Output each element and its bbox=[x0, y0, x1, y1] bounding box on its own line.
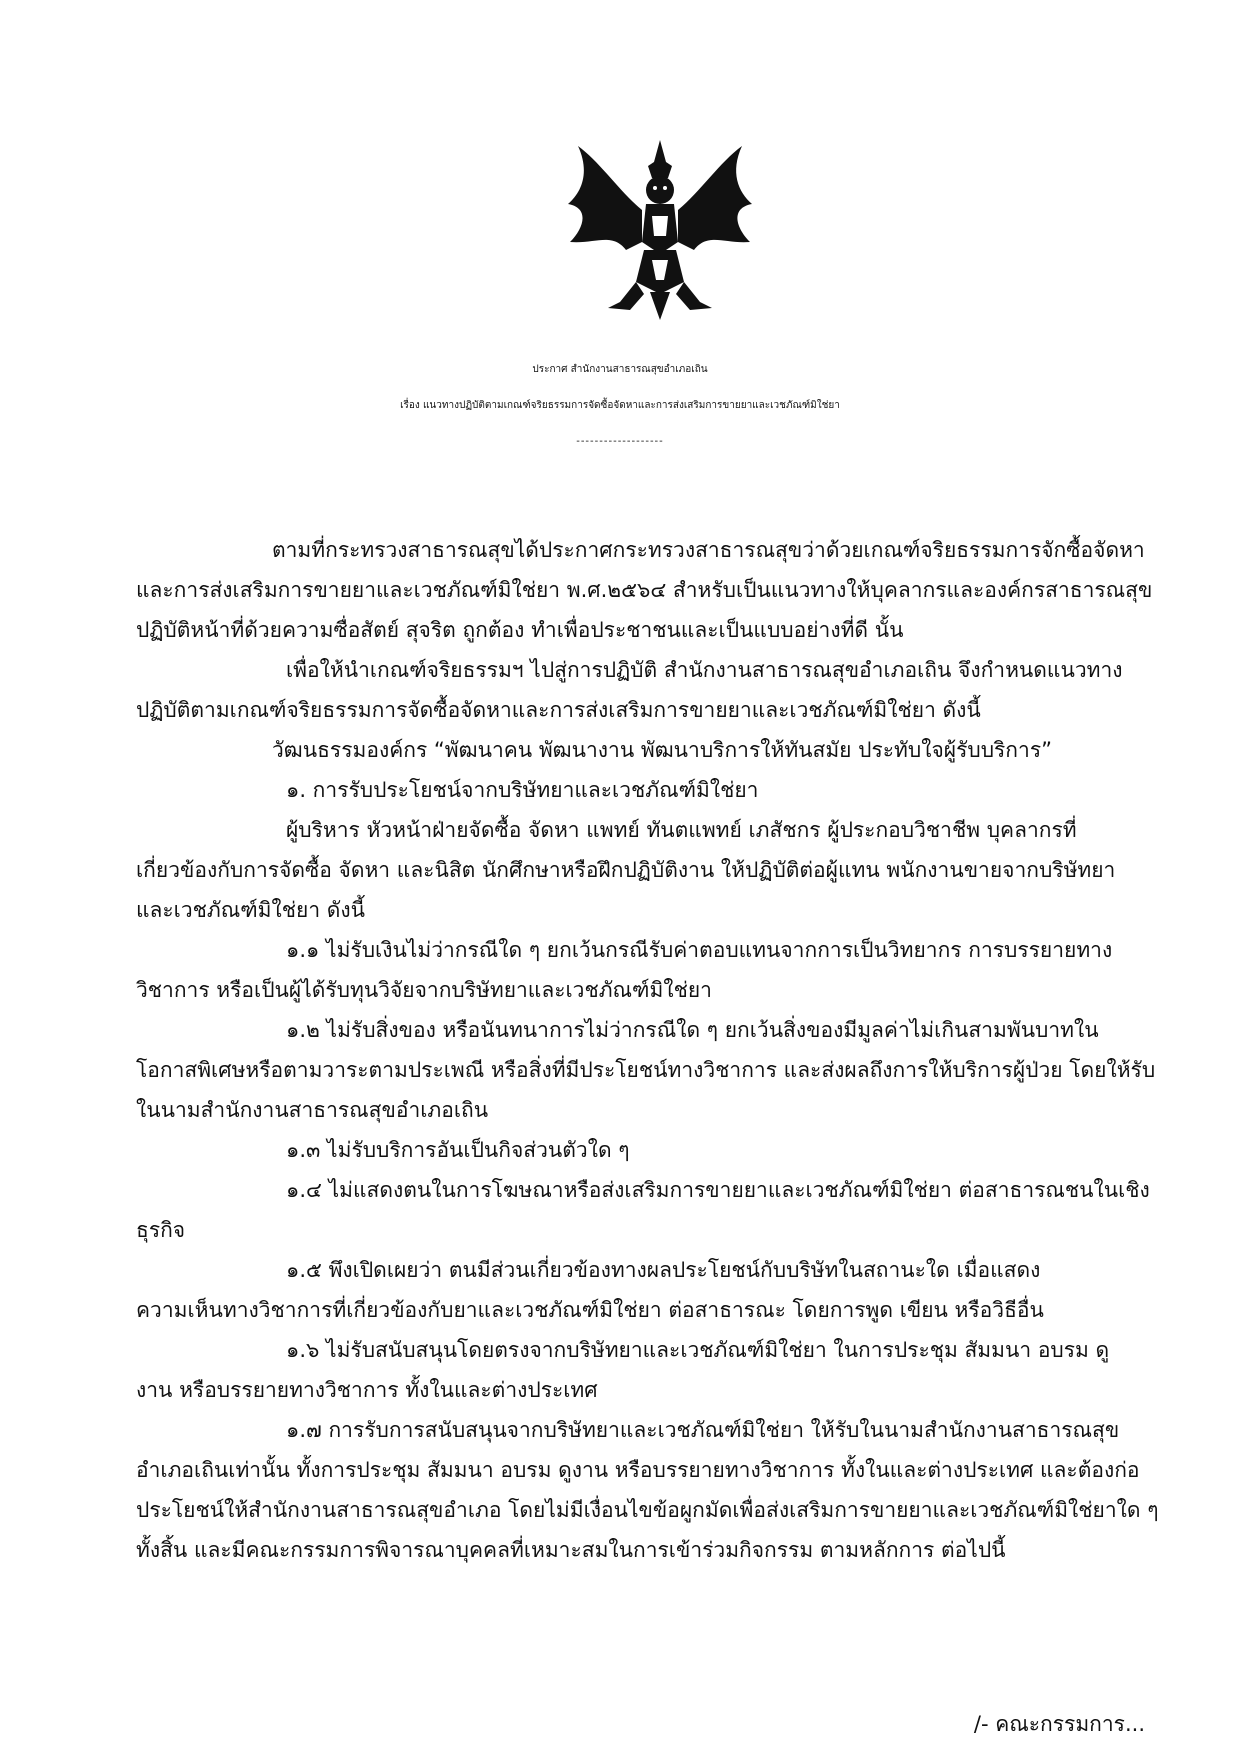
body-line: อำเภอเถินเท่านั้น ทั้งการประชุม สัมมนา อบรม ดูงาน หรือบรรยายทางวิชาการ ทั้งในและต่างประเทศ และต้องก่อ bbox=[136, 1458, 1140, 1482]
body-line: เพื่อให้นำเกณฑ์จริยธรรมฯ ไปสู่การปฏิบัติ สำนักงานสาธารณสุขอำเภอเถิน จึงกำหนดแนวทาง bbox=[286, 658, 1123, 682]
continuation-note: /- คณะกรรมการ... bbox=[973, 1712, 1145, 1736]
body-line: และเวชภัณฑ์มิใช่ยา ดังนี้ bbox=[136, 898, 366, 922]
body-line: ปฏิบัติหน้าที่ด้วยความซื่อสัตย์ สุจริต ถูกต้อง ทำเพื่อประชาชนและเป็นแบบอย่างที่ดี นั้น bbox=[136, 618, 904, 642]
body-line: ปฏิบัติตามเกณฑ์จริยธรรมการจัดซื้อจัดหาและการส่งเสริมการขายยาและเวชภัณฑ์มิใช่ยา ดังนี้ bbox=[136, 698, 981, 722]
clause-line: ๑.๒ ไม่รับสิ่งของ หรือนันทนาการไม่ว่ากรณีใด ๆ ยกเว้นสิ่งของมีมูลค่าไม่เกินสามพันบาทใน bbox=[286, 1018, 1099, 1042]
clause-line: ๑.๗ การรับการสนับสนุนจากบริษัทยาและเวชภัณฑ์มิใช่ยา ให้รับในนามสำนักงานสาธารณสุข bbox=[286, 1418, 1120, 1442]
body-line: ในนามสำนักงานสาธารณสุขอำเภอเถิน bbox=[136, 1098, 489, 1122]
clause-line: ๑.๓ ไม่รับบริการอันเป็นกิจส่วนตัวใด ๆ bbox=[286, 1138, 630, 1162]
section-heading: ๑. การรับประโยชน์จากบริษัทยาและเวชภัณฑ์มิใช่ยา bbox=[286, 778, 759, 802]
body-line: วัฒนธรรมองค์กร “พัฒนาคน พัฒนางาน พัฒนาบริการให้ทันสมัย ประทับใจผู้รับบริการ” bbox=[272, 738, 1052, 762]
body-line: ประโยชน์ให้สำนักงานสาธารณสุขอำเภอ โดยไม่มีเงื่อนไขข้อผูกมัดเพื่อส่งเสริมการขายยาและเวชภัณฑ์มิใช่ยาใด ๆ bbox=[136, 1498, 1159, 1522]
title-separator: ------------------- bbox=[576, 436, 664, 447]
body-line: วิชาการ หรือเป็นผู้ได้รับทุนวิจัยจากบริษัทยาและเวชภัณฑ์มิใช่ยา bbox=[136, 978, 712, 1002]
body-line: โอกาสพิเศษหรือตามวาระตามประเพณี หรือสิ่งที่มีประโยชน์ทางวิชาการ และส่งผลถึงการให้บริการผู้ป่วย โดยให้รับ bbox=[136, 1058, 1156, 1082]
body-line: งาน หรือบรรยายทางวิชาการ ทั้งในและต่างประเทศ bbox=[136, 1378, 598, 1402]
garuda-emblem-icon bbox=[560, 132, 760, 332]
body-line: และการส่งเสริมการขายยาและเวชภัณฑ์มิใช่ยา พ.ศ.๒๕๖๔ สำหรับเป็นแนวทางให้บุคลากรและองค์กรสาธารณสุข bbox=[136, 578, 1153, 602]
body-line: ผู้บริหาร หัวหน้าฝ่ายจัดซื้อ จัดหา แพทย์ ทันตแพทย์ เภสัชกร ผู้ประกอบวิชาชีพ บุคลากรที่ bbox=[286, 818, 1077, 842]
announcement-subject: เรื่อง แนวทางปฏิบัติตามเกณฑ์จริยธรรมการจัดซื้อจัดหาและการส่งเสริมการขายยาและเวชภัณฑ์มิใช่ยา bbox=[400, 400, 840, 411]
clause-line: ๑.๖ ไม่รับสนับสนุนโดยตรงจากบริษัทยาและเวชภัณฑ์มิใช่ยา ในการประชุม สัมมนา อบรม ดู bbox=[286, 1338, 1110, 1362]
clause-line: ๑.๑ ไม่รับเงินไม่ว่ากรณีใด ๆ ยกเว้นกรณีรับค่าตอบแทนจากการเป็นวิทยากร การบรรยายทาง bbox=[286, 938, 1113, 962]
clause-line: ๑.๔ ไม่แสดงตนในการโฆษณาหรือส่งเสริมการขายยาและเวชภัณฑ์มิใช่ยา ต่อสาธารณชนในเชิง bbox=[286, 1178, 1150, 1202]
announcement-title: ประกาศ สำนักงานสาธารณสุขอำเภอเถิน bbox=[532, 364, 708, 375]
body-line: ธุรกิจ bbox=[136, 1218, 186, 1242]
body-line: ความเห็นทางวิชาการที่เกี่ยวข้องกับยาและเวชภัณฑ์มิใช่ยา ต่อสาธารณะ โดยการพูด เขียน หรือวิธีอื่น bbox=[136, 1298, 1044, 1322]
clause-line: ๑.๕ พึงเปิดเผยว่า ตนมีส่วนเกี่ยวข้องทางผลประโยชน์กับบริษัทในสถานะใด เมื่อแสดง bbox=[286, 1258, 1041, 1282]
body-line: เกี่ยวข้องกับการจัดซื้อ จัดหา และนิสิต นักศึกษาหรือฝึกปฏิบัติงาน ให้ปฏิบัติต่อผู้แทน พนักงานขายจากบริษัทยา bbox=[136, 858, 1116, 882]
body-line: ตามที่กระทรวงสาธารณสุขได้ประกาศกระทรวงสาธารณสุขว่าด้วยเกณฑ์จริยธรรมการจักซื้อจัดหา bbox=[272, 538, 1145, 562]
body-line: ทั้งสิ้น และมีคณะกรรมการพิจารณาบุคคลที่เหมาะสมในการเข้าร่วมกิจกรรม ตามหลักการ ต่อไปนี้ bbox=[136, 1538, 1006, 1562]
